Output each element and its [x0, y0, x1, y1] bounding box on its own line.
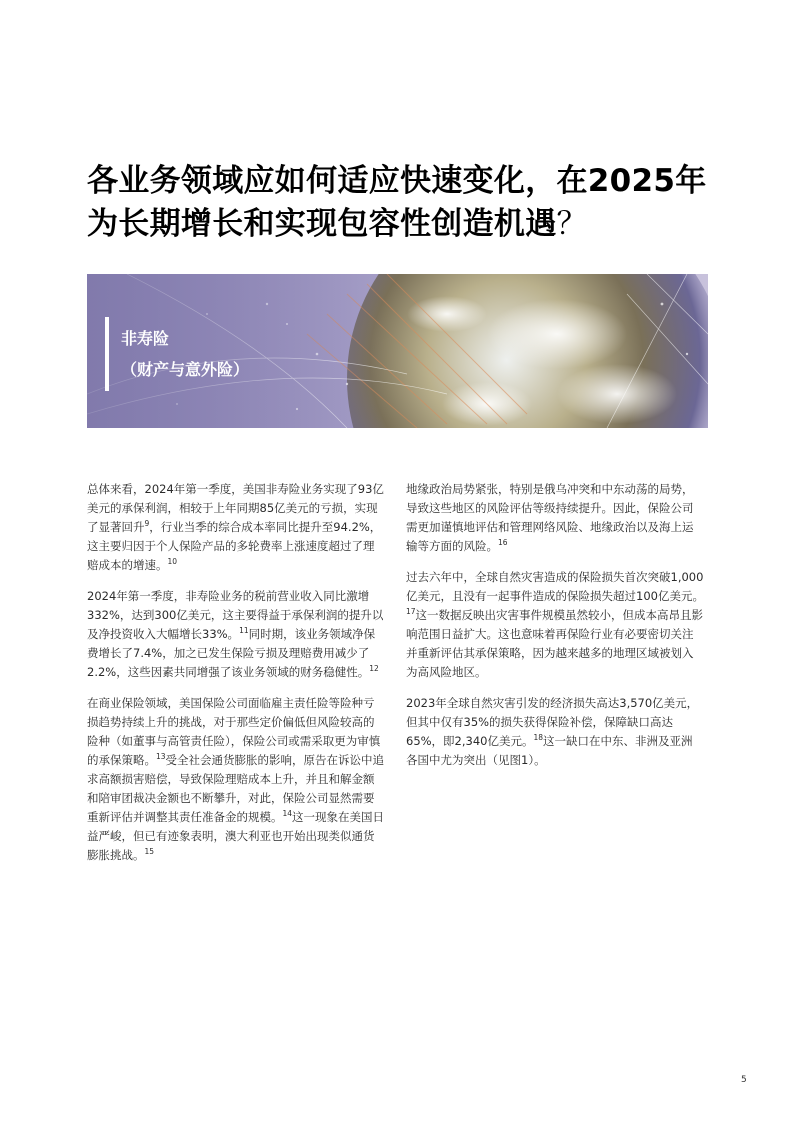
title-line-2-text: 为长期增长和实现包容性创造机遇 — [87, 206, 557, 242]
footnote-marker: 18 — [533, 733, 544, 743]
footnote-marker: 11 — [239, 626, 249, 636]
left-text-column — [87, 480, 385, 877]
paragraph — [406, 480, 704, 556]
footnote-marker: 16 — [498, 538, 508, 548]
paragraph-text: 过去六年中，全球自然灾害造成的保险损失首次突破1,000亿美元，且没有一起事件造成的保险损失超过100亿美元。 — [406, 570, 704, 603]
paragraph-text: 这一数据反映出灾害事件规模虽然较小，但成本高昂且影响范围日益扩大。这也意味着再保险行业有必要密切关注并重新评估其承保策略，因为越来越多的地理区域被划入为高风险地区。 — [406, 608, 704, 679]
paragraph-text: 2023年全球自然灾害引发的经济损失高达3,570亿美元，但其中仅有35%的损失获得保险补偿，保障缺口高达65%，即2,340亿美元。 — [406, 696, 699, 748]
footnote-marker: 12 — [369, 664, 379, 674]
title-question-mark: ？ — [556, 206, 588, 242]
banner-accent-bar — [105, 317, 109, 391]
paragraph-text: 这一现象在美国日益严峻，但已有迹象表明，澳大利亚也开始出现类似通货膨胀挑战。 — [87, 810, 385, 862]
paragraph — [87, 694, 385, 865]
title-line-2 — [87, 203, 727, 246]
paragraph-text: 在商业保险领域，美国保险公司面临雇主责任险等险种亏损趋势持续上升的挑战，对于那些定价偏低但风险较高的险种（如董事与高管责任险），保险公司或需采取更为审慎的承保策略。 — [87, 696, 381, 767]
banner-title: 非寿险 — [121, 329, 170, 348]
banner-subtitle: （财产与意外险） — [121, 360, 250, 379]
earth-network-image — [87, 274, 708, 428]
paragraph-text: 受全社会通货膨胀的影响，原告在诉讼中追求高额损害赔偿，导致保险理赔成本上升，并且和解金额和陪审团裁决金额也不断攀升，对此，保险公司显然需要重新评估并调整其责任准备金的规模。 — [87, 753, 385, 824]
section-banner — [87, 274, 708, 428]
paragraph-text: ，行业当季的综合成本率同比提升至94.2%，这主要归因于个人保险产品的多轮费率上涨速度超过了理赔成本的增速。 — [87, 520, 382, 572]
paragraph-text: 同时期，该业务领域净保费增长了7.4%，加之已发生保险亏损及理赔费用减少了2.2%，这些因素共同增强了该业务领域的财务稳健性。 — [87, 627, 376, 679]
paragraph — [406, 568, 704, 682]
footnote-marker: 14 — [282, 809, 293, 819]
footnote-marker: 13 — [156, 752, 166, 762]
paragraph — [87, 587, 385, 682]
right-text-column — [406, 480, 704, 782]
footnote-marker: 15 — [144, 847, 155, 857]
page-title — [87, 160, 727, 246]
paragraph — [87, 480, 385, 575]
title-line-1: 各业务领域应如何适应快速变化，在2025年 — [87, 163, 707, 199]
paragraph-text: 总体来看，2024年第一季度，美国非寿险业务实现了93亿美元的承保利润，相较于上年同期85亿美元的亏损，实现了显著回升 — [87, 482, 384, 534]
footnote-marker: 10 — [167, 557, 178, 567]
page-number: 5 — [741, 1075, 747, 1085]
paragraph-text: 2024年第一季度，非寿险业务的税前营业收入同比激增332%，达到300亿美元，这主要得益于承保利润的提升以及净投资收入大幅增长33%。 — [87, 589, 384, 641]
footnote-marker: 17 — [406, 607, 416, 617]
paragraph-text: 地缘政治局势紧张，特别是俄乌冲突和中东动荡的局势，导致这些地区的风险评估等级持续提升。因此，保险公司需更加谨慎地评估和管理网络风险、地缘政治以及海上运输等方面的风险。 — [406, 482, 694, 553]
paragraph-text: 这一缺口在中东、非洲及亚洲各国中尤为突出（见图1）。 — [406, 734, 693, 767]
footnote-marker: 9 — [144, 519, 150, 529]
paragraph — [406, 694, 704, 770]
